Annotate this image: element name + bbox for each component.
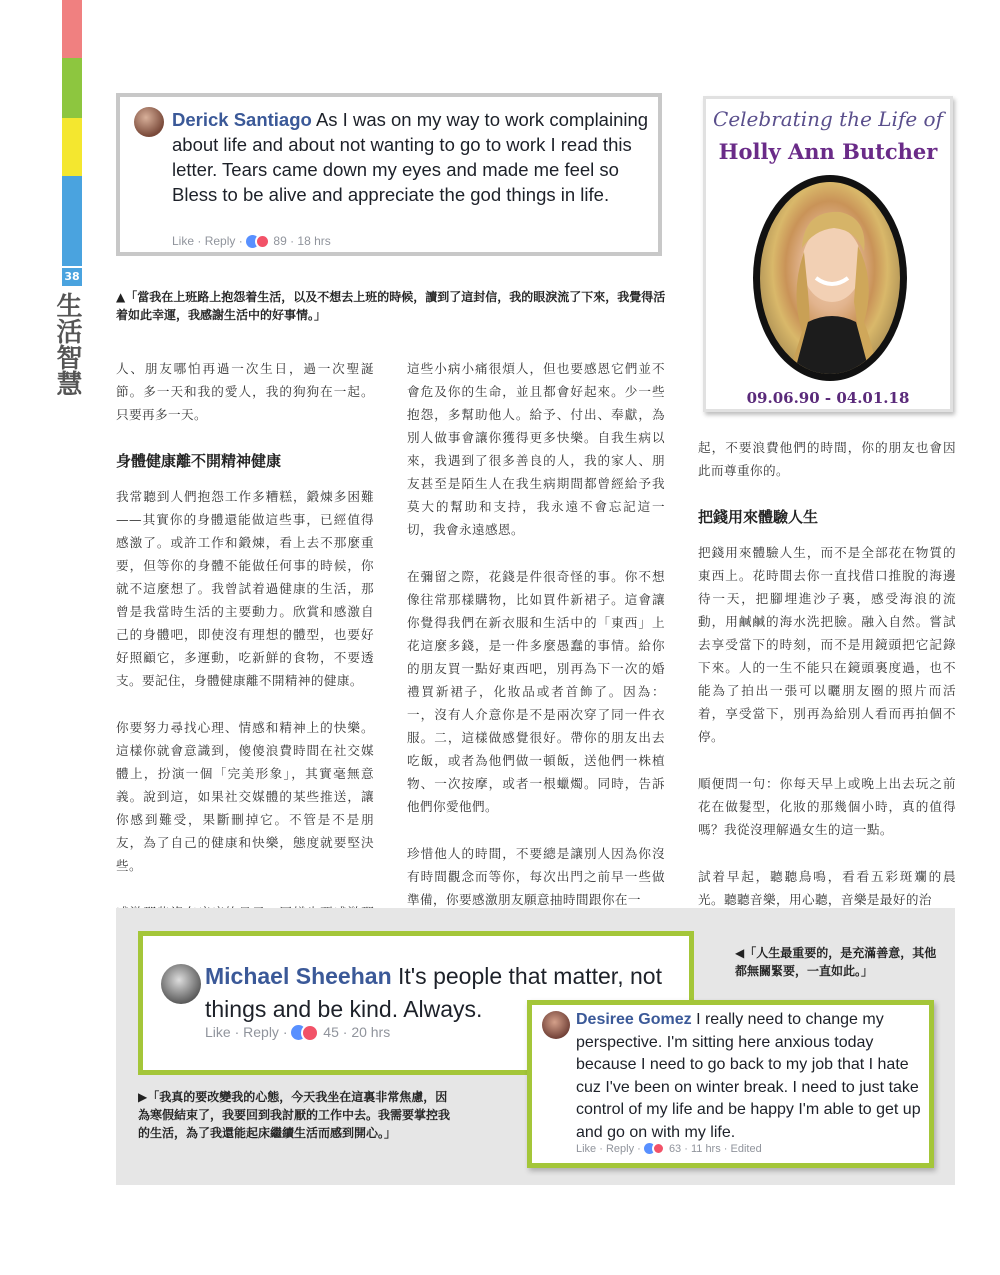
memorial-heading: Celebrating the Life of bbox=[713, 107, 943, 131]
commenter-name[interactable]: Derick Santiago bbox=[172, 109, 312, 130]
subheading: 把錢用來體驗人生 bbox=[698, 508, 819, 526]
reaction-count: 63 bbox=[668, 1143, 682, 1155]
like-link[interactable]: Like bbox=[172, 234, 195, 248]
paragraph: 人、朋友哪怕再過一次生日，過一次聖誕節。多一天和我的愛人，我的狗狗在一起。只要再多一天。 bbox=[116, 361, 374, 422]
reactions-icon bbox=[246, 235, 270, 249]
portrait-photo bbox=[760, 182, 900, 374]
reactions-icon bbox=[644, 1143, 666, 1155]
comment-text: As I was on my way to work complaining about life and about not wanting to go to work I read this letter. Tears came down my eyes and made me feel so Bless to be alive and appreciate the god things in life. bbox=[172, 109, 649, 205]
comment-meta: Like · Reply · 63 · 11 hrs · Edited bbox=[576, 1143, 762, 1155]
commenter-name[interactable]: Michael Sheehan bbox=[205, 963, 392, 989]
color-strip-yellow bbox=[62, 118, 82, 176]
comment-time: 18 hrs bbox=[297, 234, 331, 248]
comment-meta: Like · Reply · 45 · 20 hrs bbox=[205, 1024, 390, 1041]
paragraph: 你要努力尋找心理、情感和精神上的快樂。這樣你就會意識到，傻傻浪費時間在社交媒體上，扮演一個「完美形象」，其實毫無意義。說到這，如果社交媒體的某些推送，讓你感到難受，果斷刪掉它。不管是不是朋友，為了自己的健康和快樂，態度就要堅決些。 bbox=[116, 720, 374, 873]
memorial-image bbox=[703, 96, 953, 412]
memorial-dates: 09.06.90 - 04.01.18 bbox=[746, 389, 910, 407]
reply-link[interactable]: Reply bbox=[243, 1024, 279, 1040]
reaction-count: 89 bbox=[273, 234, 287, 248]
commenter-name[interactable]: Desiree Gomez bbox=[576, 1011, 692, 1028]
page-number: 38 bbox=[62, 268, 82, 286]
article-column-2 bbox=[407, 357, 665, 935]
comment-card-desiree bbox=[527, 1000, 934, 1168]
edited-label: Edited bbox=[730, 1143, 762, 1155]
paragraph: 把錢用來體驗人生，而不是全部花在物質的東西上。花時間去你一直找借口推脫的海邊待一天，把腳埋進沙子裏，感受海浪的流動，用鹹鹹的海水洗把臉。融入自然。嘗試去享受當下的時刻，而不是用鏡頭把它記錄下來。人的一生不能只在鏡頭裏度過，也不能為了拍出一張可以曬朋友圈的照片而活着，享受當下，別再為給別人看而再拍個不停。 bbox=[698, 545, 956, 744]
comment-body bbox=[576, 1009, 932, 1144]
comment-time: 20 hrs bbox=[351, 1024, 391, 1040]
color-strip-red bbox=[62, 0, 82, 58]
paragraph: 試着早起，聽聽鳥鳴，看看五彩斑斕的晨光。聽聽音樂，用心聽，音樂是最好的治 bbox=[698, 869, 956, 907]
caption-michael: ◀「人生最重要的，是充滿善意，其他都無關緊要，一直如此。」 bbox=[735, 946, 937, 978]
reply-link[interactable]: Reply bbox=[605, 1143, 635, 1155]
paragraph: 順便問一句：你每天早上或晚上出去玩之前花在做髮型，化妝的那幾個小時，真的值得嗎？我從沒理解過女生的這一點。 bbox=[698, 776, 956, 837]
article-column-1 bbox=[116, 357, 374, 971]
caption-desiree: ▶「我真的要改變我的心態，今天我坐在這裏非常焦慮，因為寒假結束了，我要回到我討厭的工作中去。我需要掌控我的生活，為了我還能起床繼續生活而感到開心。」 bbox=[138, 1090, 451, 1140]
reply-link[interactable]: Reply bbox=[204, 234, 236, 248]
article-column-3 bbox=[698, 436, 956, 935]
comment-text: I really need to change my perspective. I'm sitting here anxious today because I need to go back to my job that I hate cuz I've been on winter break. I need to just take control of my life and be happy I'm able to get up and go on with my life. bbox=[576, 1011, 921, 1141]
comment-body bbox=[172, 107, 652, 207]
section-title: 生活智慧 bbox=[52, 292, 82, 396]
avatar bbox=[542, 1011, 570, 1039]
reaction-count: 45 bbox=[323, 1024, 339, 1040]
avatar bbox=[134, 107, 164, 137]
memorial-name: Holly Ann Butcher bbox=[718, 139, 938, 164]
subheading: 身體健康離不開精神健康 bbox=[116, 452, 282, 470]
avatar bbox=[161, 964, 201, 1004]
color-strip-green bbox=[62, 58, 82, 118]
comment-card-derick bbox=[116, 93, 662, 256]
caption-derick: ▲「當我在上班路上抱怨着生活，以及不想去上班的時候，讀到了這封信，我的眼淚流了下來，我覺得活着如此幸運，我感謝生活中的好事情。」 bbox=[116, 290, 666, 322]
reactions-icon bbox=[291, 1025, 319, 1041]
color-strip-blue bbox=[62, 176, 82, 266]
like-link[interactable]: Like bbox=[576, 1143, 597, 1155]
comment-time: 11 hrs bbox=[690, 1143, 721, 1155]
paragraph: 我常聽到人們抱怨工作多糟糕，鍛煉多困難——其實你的身體還能做這些事，已經值得感激了。或許工作和鍛煉，看上去不那麼重要，但等你的身體不能做任何事的時候，你就不這麼想了。我曾試着過健康的生活，那曾是我當時生活的主要動力。欣賞和感激自己的身體吧，即使沒有理想的體型，也要好好照顧它，多運動，吃新鮮的食物，不要透支。要記住，身體健康離不開精神的健康。 bbox=[116, 489, 374, 688]
paragraph: 起，不要浪費他們的時間，你的朋友也會因此而尊重你的。 bbox=[698, 440, 956, 478]
paragraph: 珍惜他人的時間，不要總是讓別人因為你沒有時間觀念而等你，每次出門之前早一些做準備，你要感激朋友願意抽時間跟你在一 bbox=[407, 846, 665, 907]
like-link[interactable]: Like bbox=[205, 1024, 231, 1040]
paragraph: 在彌留之際，花錢是件很奇怪的事。你不想像往常那樣購物，比如買件新裙子。這會讓你覺得我們在新衣服和生活中的「東西」上花這麼多錢，是一件多麼愚蠢的事情。給你的朋友買一點好東西吧，別再為下一次的婚禮買新裙子，化妝品或者首飾了。因為：一，沒有人介意你是不是兩次穿了同一件衣服。二，這樣做感覺很好。帶你的朋友出去吃飯，或者為他們做一頓飯，送他們一株植物、一次按摩，或者一根蠟燭。同時，告訴他們你愛他們。 bbox=[407, 569, 665, 814]
comment-text: It's people that matter, not things and be kind. Always. bbox=[205, 963, 662, 1022]
paragraph: 這些小病小痛很煩人，但也要感恩它們並不會危及你的生命，並且都會好起來。少一些抱怨，多幫助他人。給予、付出、奉獻，為別人做事會讓你獲得更多快樂。自我生病以來，我遇到了很多善良的人，我的家人、朋友甚至是陌生人在我生病期間都曾經給予我莫大的幫助和支持，我永遠不會忘記這一切，我會永遠感恩。 bbox=[407, 361, 665, 537]
comment-meta: Like · Reply · 89 · 18 hrs bbox=[172, 234, 331, 248]
